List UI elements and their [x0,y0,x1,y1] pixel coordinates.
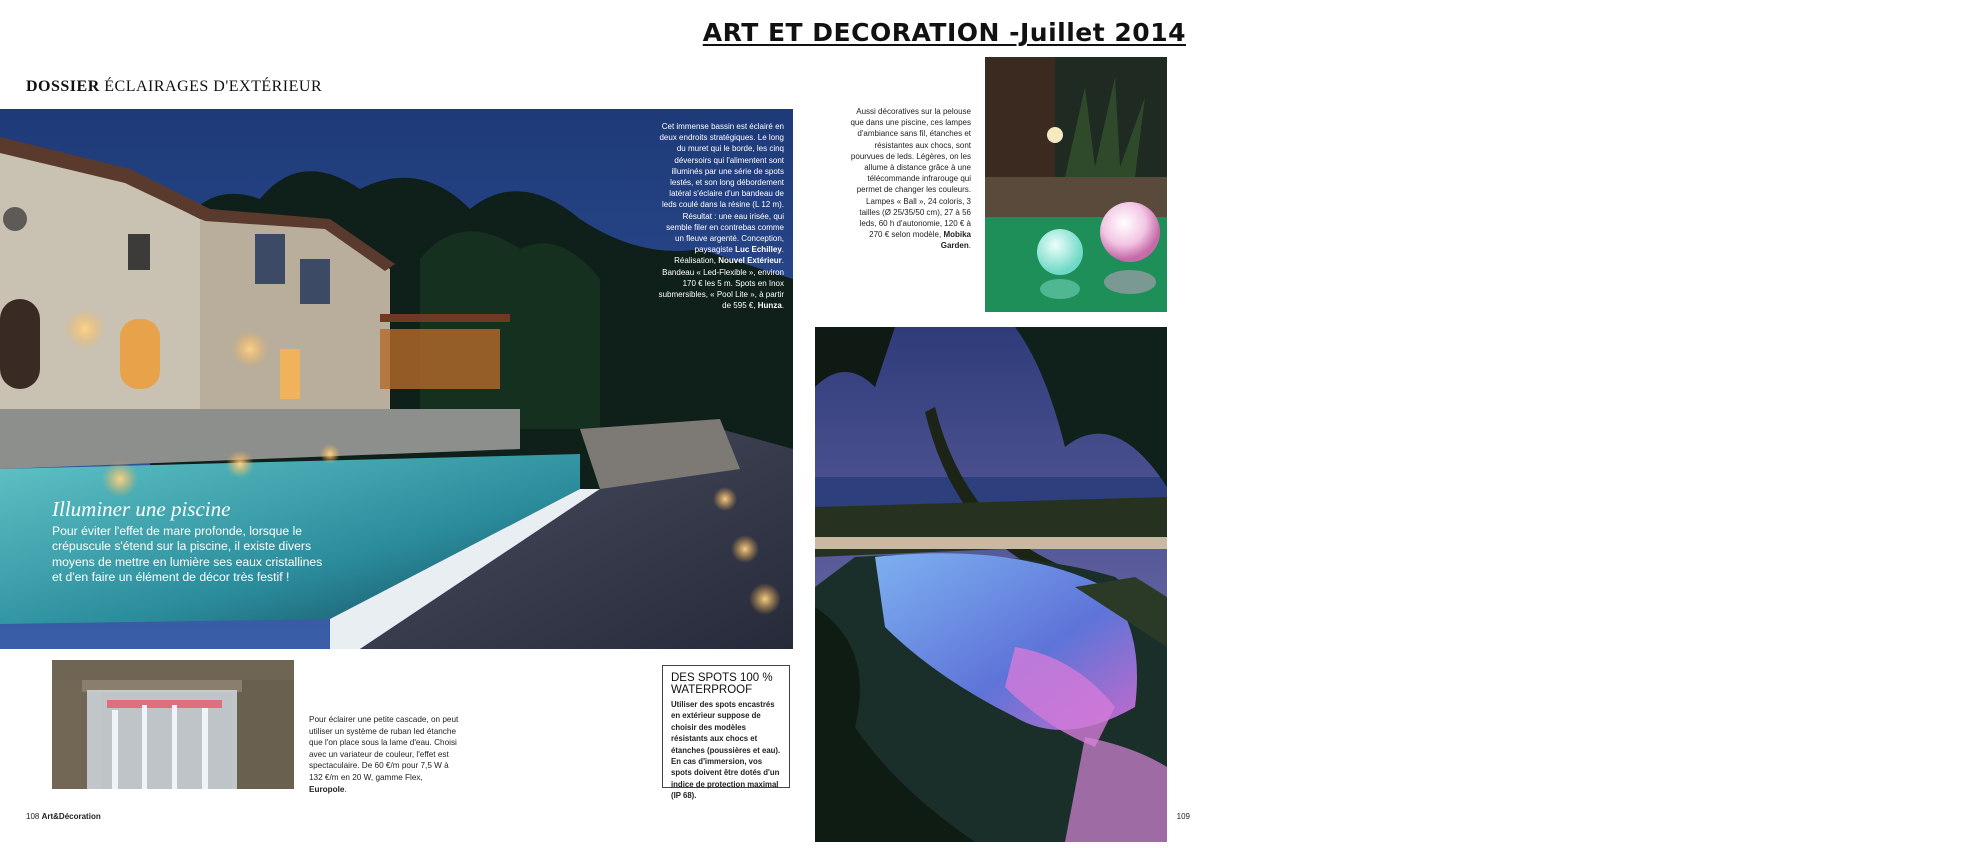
section-label-bold: DOSSIER [26,78,100,95]
caption-text: . [781,301,784,311]
caption-text: . Bandeau « Led-Flexible », environ 170 € les 5 m. Spots en Inox submersibles, « Pool Lite », à partir de 595 €, [658,256,784,311]
caption-text: . Spots submersibles pour piscine, équipés de leds couleur, en acier et en Inox. Ø 25,8 cm, 230 €, [1830,407,1972,450]
caption-text: Pour éclairer une petite cascade, on peut utiliser un système de ruban led étanche que l'on place sous la lame d'eau. Choisi avec un variateur de couleur, l'effet est spectaculaire. De 60 €/m pour 7,5 W à 132 €/m en 20 W, gamme Flex, [309,715,459,782]
caption-text: . [1969,440,1972,450]
builder-name: Nouvel Extérieur [718,256,782,266]
builder-name: Efac Electric'Forez [1875,407,1948,417]
ball-lamps-caption [845,106,971,252]
magazine-masthead: ART ET DECORATION -Juillet 2014 [702,18,1186,47]
article-headline: Illuminer une piscine [52,497,231,521]
ball-lamps-photo [985,57,1167,312]
section-title [26,78,322,96]
caption-text: Cet immense bassin est éclairé en deux endroits stratégiques. Le long du muret qui le borde, les cinq déversoirs qui l'alimentent sont illuminés par une série de spots lestés, et son long débordement latéral s'éclaire d'un bandeau de leds coulé dans la résine (L 12 m). Résultat : une eau irisée, qui semble filer en contrebas comme un fleuve argenté. Conception, paysagiste [659,122,784,255]
brand-name: Hunza [757,301,782,311]
palm-pool-illustration [815,327,1167,842]
cascade-photo [52,660,294,789]
cascade-caption [309,714,459,795]
page-number: 108 [26,812,40,821]
brand-name: Wibre [1947,440,1970,450]
caption-text: . Réalisation, [674,245,784,266]
section-label-rest: ÉCLAIRAGES D'EXTÉRIEUR [99,78,323,95]
caption-text: . [968,241,971,251]
main-pool-photo [0,109,793,649]
designer-name: Luc Echilley [735,245,782,255]
article-lede: Pour éviter l'effet de mare profonde, lorsque le crépuscule s'étend sur la piscine, il existe divers moyens de mettre en lumière ses eaux cristallines et d'en faire un élément de décor très festif ! [52,524,323,584]
magazine-name: Art&Décoration [41,812,101,821]
brand-name: Mobika Garden [940,230,971,251]
ball-lamps-illustration [985,57,1167,312]
waterproof-sidebar-box [662,665,790,801]
brand-name: Europole [309,784,345,794]
caption-text: Surplombant un panorama grandiose, cette piscine à double bassin dispose d'une rangée de spots encastrés dans ses parois qui la teintent de couleurs changeantes ou fixes. La mosaïque de pâte de verre est ainsi mise en valeur. Réalisation, [1831,340,1972,417]
main-photo-caption [656,121,784,311]
palm-pool-caption [1827,339,1972,451]
left-folio [26,812,101,821]
waterproof-text: Utiliser des spots encastrés en extérieur suppose de choisir des modèles résistants aux chocs et étanches (poussières et eau). En cas d'immersion, vos spots doivent être dotés d'un indice de protection maximal (IP 68). [671,700,781,801]
waterproof-title: DES SPOTS 100 % WATERPROOF [671,672,773,696]
caption-text: . [344,784,347,794]
caption-text: Aussi décoratives sur la pelouse que dans une piscine, ces lampes d'ambiance sans fil, étanches et résistantes aux chocs, sont pourvues de leds. Légères, on les allume à distance grâce à une télécommande infrarouge qui permet de changer les couleurs. Lampes « Ball », 24 coloris, 3 tailles (Ø 25/35/50 cm), 27 à 56 leds, 60 h d'autonomie, 120 € à 270 € selon modèle, [850,107,971,240]
right-page-number: 109 [1176,812,1190,821]
cascade-illustration [52,660,294,789]
